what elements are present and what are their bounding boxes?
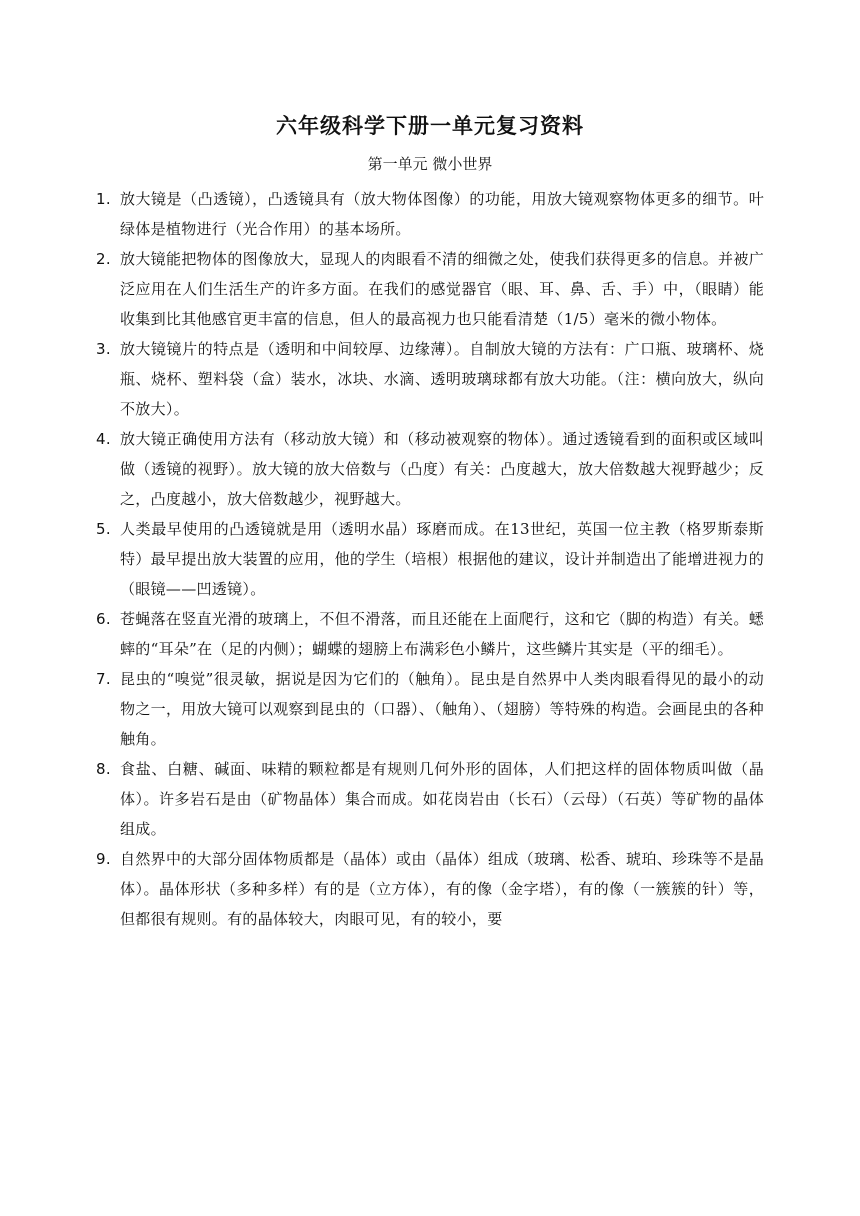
item-text: 放大镜是（凸透镜），凸透镜具有（放大物体图像）的功能，用放大镜观察物体更多的细节。叶绿体是植物进行（光合作用）的基本场所。 [120, 190, 764, 238]
review-item [96, 844, 764, 934]
review-item [96, 424, 764, 514]
item-text: 放大镜正确使用方法有（移动放大镜）和（移动被观察的物体）。通过透镜看到的面积或区域叫做（透镜的视野）。放大镜的放大倍数与（凸度）有关：凸度越大，放大倍数越大视野越少；反之，凸度越小，放大倍数越少，视野越大。 [120, 430, 764, 508]
item-text: 放大镜能把物体的图像放大，显现人的肉眼看不清的细微之处，使我们获得更多的信息。并被广泛应用在人们生活生产的许多方面。在我们的感觉器官（眼、耳、鼻、舌、手）中，（眼睛）能收集到比其他感官更丰富的信息，但人的最高视力也只能看清楚（1/5）毫米的微小物体。 [120, 250, 764, 328]
review-item-list [96, 184, 764, 934]
unit-subtitle: 第一单元 微小世界 [367, 155, 493, 173]
item-number: 7. [96, 670, 111, 688]
item-number: 6. [96, 610, 111, 628]
item-text: 人类最早使用的凸透镜就是用（透明水晶）琢磨而成。在13世纪，英国一位主教（格罗斯泰斯特）最早提出放大装置的应用，他的学生（培根）根据他的建议，设计并制造出了能增进视力的（眼镜——凹透镜）。 [120, 520, 764, 598]
review-item [96, 664, 764, 754]
item-number: 4. [96, 430, 111, 448]
item-number: 3. [96, 340, 111, 358]
review-item [96, 604, 764, 664]
review-item [96, 184, 764, 244]
review-item [96, 334, 764, 424]
item-number: 1. [96, 190, 111, 208]
item-text: 自然界中的大部分固体物质都是（晶体）或由（晶体）组成（玻璃、松香、琥珀、珍珠等不是晶体）。晶体形状（多种多样）有的是（立方体），有的像（金字塔），有的像（一簇簇的针）等，但都很有规则。有的晶体较大，肉眼可见，有的较小，要 [120, 850, 764, 928]
review-item [96, 244, 764, 334]
review-item [96, 514, 764, 604]
review-item [96, 754, 764, 844]
item-number: 5. [96, 520, 111, 538]
item-text: 苍蝇落在竖直光滑的玻璃上，不但不滑落，而且还能在上面爬行，这和它（脚的构造）有关。蟋蟀的“耳朵”在（足的内侧）；蝴蝶的翅膀上布满彩色小鳞片，这些鳞片其实是（平的细毛）。 [120, 610, 764, 658]
document-title: 六年级科学下册一单元复习资料 [276, 113, 584, 138]
item-number: 2. [96, 250, 111, 268]
item-text: 昆虫的“嗅觉”很灵敏，据说是因为它们的（触角）。昆虫是自然界中人类肉眼看得见的最小的动物之一，用放大镜可以观察到昆虫的（口器）、（触角）、（翅膀）等特殊的构造。会画昆虫的各种触角。 [120, 670, 764, 748]
item-text: 食盐、白糖、碱面、味精的颗粒都是有规则几何外形的固体，人们把这样的固体物质叫做（晶体）。许多岩石是由（矿物晶体）集合而成。如花岗岩由（长石）（云母）（石英）等矿物的晶体组成。 [120, 760, 764, 838]
item-text: 放大镜镜片的特点是（透明和中间较厚、边缘薄）。自制放大镜的方法有：广口瓶、玻璃杯、烧瓶、烧杯、塑料袋（盒）装水，冰块、水滴、透明玻璃球都有放大功能。（注：横向放大，纵向不放大）。 [120, 340, 764, 418]
item-number: 9. [96, 850, 111, 868]
item-number: 8. [96, 760, 111, 778]
